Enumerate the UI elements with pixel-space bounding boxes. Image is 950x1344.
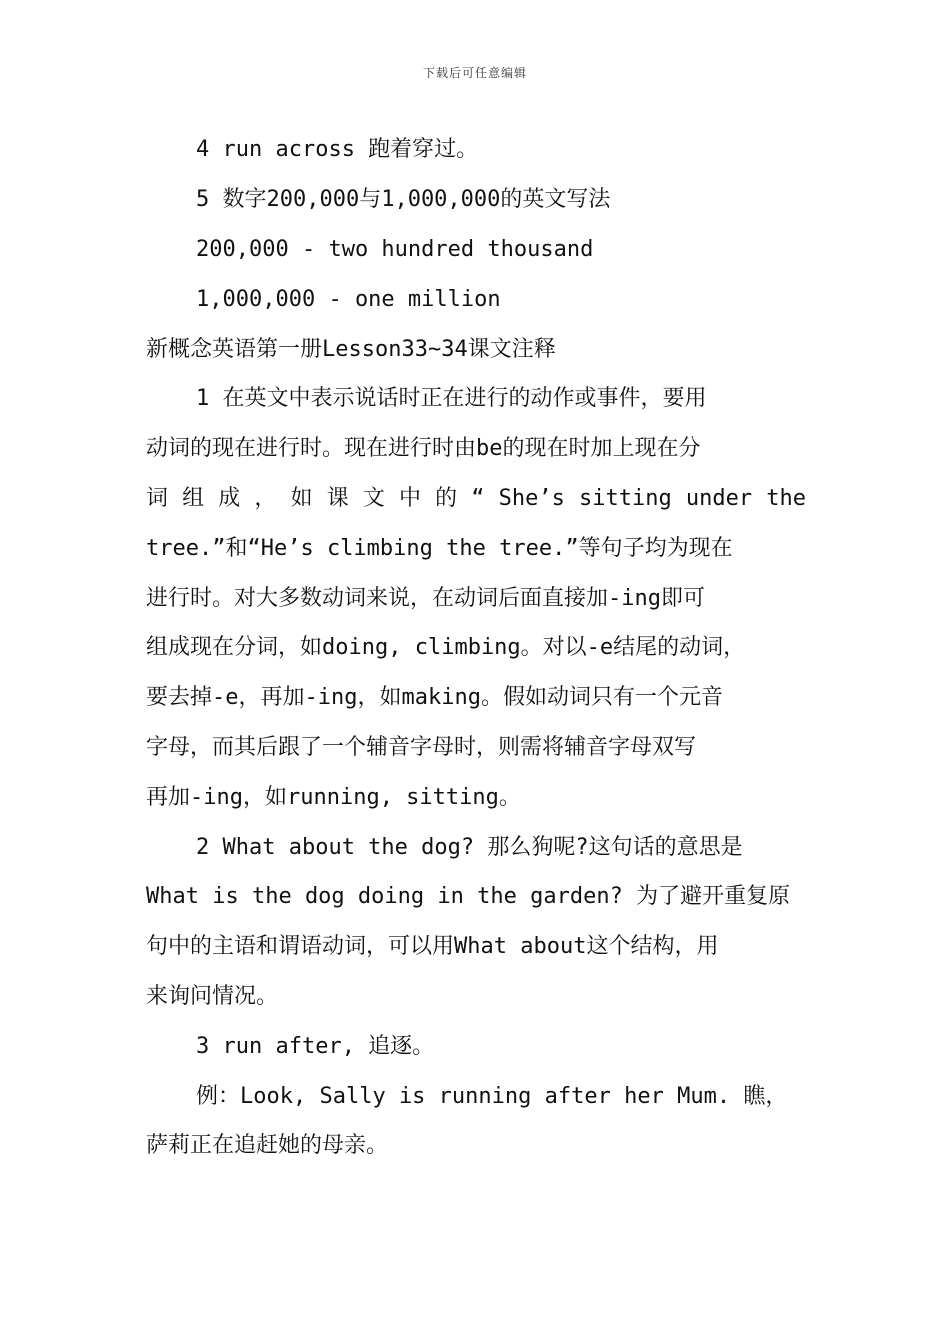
text-line: 例：Look, Sally is running after her Mum. 瞧， — [196, 1084, 788, 1109]
word: She’s — [498, 486, 565, 511]
word: ， — [254, 486, 277, 511]
word: 成 — [218, 486, 241, 511]
text-line: 1,000,000 - one million — [196, 287, 501, 312]
text-line: 1 在英文中表示说话时正在进行的动作或事件，要用 — [196, 386, 707, 411]
word: the — [766, 486, 806, 511]
word: 课 — [326, 486, 349, 511]
word: 组 — [182, 486, 205, 511]
text-line: What is the dog doing in the garden? 为了避开重复原 — [146, 884, 791, 909]
page-header: 下载后可任意编辑 — [422, 66, 527, 80]
text-line: 动词的现在进行时。现在进行时由be的现在时加上现在分 — [146, 436, 701, 461]
text-line: 4 run across 跑着穿过。 — [196, 137, 479, 162]
word: 的 — [435, 486, 458, 511]
text-line: 再加-ing，如running, sitting。 — [146, 785, 521, 810]
text-line: 200,000 - two hundred thousand — [196, 237, 594, 262]
text-line: 字母，而其后跟了一个辅音字母时，则需将辅音字母双写 — [146, 735, 697, 760]
text-line: tree.”和“He’s climbing the tree.”等句子均为现在 — [146, 536, 733, 561]
word: under — [685, 486, 753, 511]
text-line: 来询问情况。 — [146, 984, 279, 1009]
word: sitting — [579, 486, 672, 511]
word: 词 — [146, 486, 169, 511]
text-line: 进行时。对大多数动词来说，在动词后面直接加-ing即可 — [146, 586, 705, 611]
text-line: 组成现在分词，如doing, climbing。对以-e结尾的动词， — [146, 635, 746, 660]
text-line: 2 What about the dog? 那么狗呢?这句话的意思是 — [196, 835, 743, 860]
text-line: 5 数字200,000与1,000,000的英文写法 — [196, 187, 611, 212]
word: 中 — [398, 486, 421, 511]
text-line: 句中的主语和谓语动词，可以用What about这个结构，用 — [146, 934, 719, 959]
section-heading: 新概念英语第一册Lesson33~34课文注释 — [146, 337, 556, 362]
justified-line — [146, 484, 806, 514]
text-line: 3 run after, 追逐。 — [196, 1034, 435, 1059]
text-line: 萨莉正在追赶她的母亲。 — [146, 1133, 389, 1158]
text-line: 要去掉-e，再加-ing，如making。假如动词只有一个元音 — [146, 685, 723, 710]
word: 文 — [362, 486, 385, 511]
word: 如 — [290, 486, 313, 511]
word: “ — [471, 486, 485, 511]
